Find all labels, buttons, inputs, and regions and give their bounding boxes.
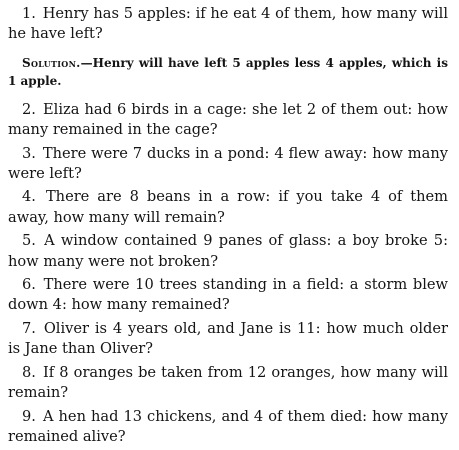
problem-number: 8. bbox=[22, 363, 36, 381]
problem-text: A hen had 13 chickens, and 4 of them died: how many remained alive? bbox=[8, 407, 449, 445]
problem-text: If 8 oranges be taken from 12 oranges, how many will remain? bbox=[8, 363, 448, 402]
problem-number: 6. bbox=[22, 276, 36, 294]
problem-9 bbox=[8, 407, 448, 448]
problem-number: 5. bbox=[22, 232, 36, 250]
problem-7 bbox=[8, 319, 448, 360]
problem-text: Eliza had 6 birds in a cage: she let 2 of them out: how many remained in the cage? bbox=[8, 100, 449, 139]
problem-5 bbox=[8, 231, 448, 272]
problem-3 bbox=[8, 144, 448, 185]
problem-number: 7. bbox=[22, 319, 36, 337]
problem-text: Oliver is 4 years old, and Jane is 11: how much older is Jane than Oliver? bbox=[8, 319, 448, 358]
solution-paragraph bbox=[8, 54, 448, 90]
problem-number: 4. bbox=[22, 188, 36, 206]
problem-8 bbox=[8, 363, 448, 404]
problem-6 bbox=[8, 275, 448, 316]
problem-4 bbox=[8, 187, 448, 228]
problem-text: Henry has 5 apples: if he eat 4 of them, how many will he have left? bbox=[8, 5, 448, 43]
problem-2 bbox=[8, 100, 448, 141]
problem-number: 3. bbox=[22, 144, 36, 162]
problem-text: There are 8 beans in a row: if you take 4 of them away, how many will remain? bbox=[8, 188, 448, 226]
problem-text: A window contained 9 panes of glass: a boy broke 5: how many were not broken? bbox=[8, 232, 448, 270]
solution-text: Henry will have left 5 apples less 4 apples, which is 1 apple. bbox=[8, 55, 448, 88]
problem-number: 9. bbox=[22, 407, 36, 425]
problem-number: 1. bbox=[22, 5, 36, 22]
problem-1 bbox=[8, 4, 448, 45]
solution-dash: — bbox=[80, 55, 93, 70]
solution-label: Solution. bbox=[22, 55, 81, 70]
problem-number: 2. bbox=[22, 100, 36, 118]
document-page bbox=[8, 4, 448, 450]
problem-text: There were 10 trees standing in a field: a storm blew down 4: how many remained? bbox=[8, 276, 448, 314]
problem-text: There were 7 ducks in a pond: 4 flew away: how many were left? bbox=[8, 144, 448, 183]
